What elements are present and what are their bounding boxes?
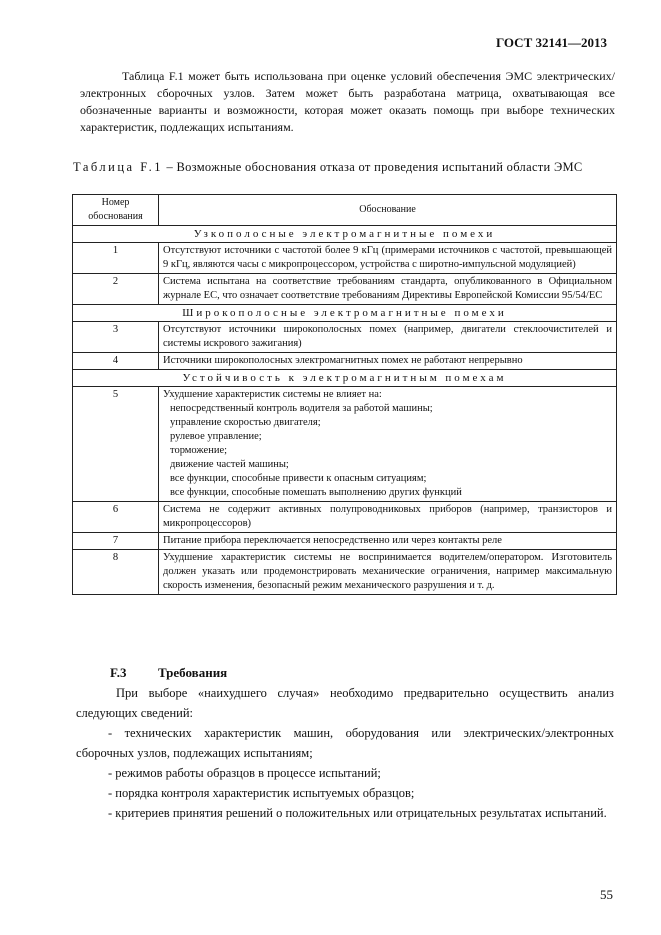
page-number: 55 <box>600 887 613 902</box>
row-reason <box>159 387 617 502</box>
row-number: 3 <box>73 322 159 353</box>
list-item: торможение; <box>170 445 228 456</box>
row-number: 1 <box>73 243 159 274</box>
section-immunity: Устойчивость к электромагнитным помехам <box>73 370 617 387</box>
row-number: 2 <box>73 274 159 305</box>
row-reason: Питание прибора переключается непосредственно или через контакты реле <box>159 533 617 550</box>
table-row <box>73 502 617 533</box>
list-item: управление скоростью двигателя; <box>170 417 321 428</box>
table-row <box>73 274 617 305</box>
list-item: все функции, способные помешать выполнению других функций <box>170 487 462 498</box>
requirement-item: - критериев принятия решений о положительных или отрицательных результатах испытаний. <box>108 806 607 820</box>
row-reason: Система испытана на соответствие требованиям стандарта, опубликованного в Официальном журнале ЕС, что означает соответствие требованиям Директивы Европейской Комиссии 95/54/ЕС <box>159 274 617 305</box>
section-broadband: Широкополосные электромагнитные помехи <box>73 305 617 322</box>
section-title: Требования <box>158 665 228 680</box>
table-caption <box>73 158 618 176</box>
standard-header: ГОСТ 32141—2013 <box>495 35 607 50</box>
row-reason: Источники широкополосных электромагнитных помех не работают непрерывно <box>159 353 617 370</box>
row-number: 6 <box>73 502 159 533</box>
table-row <box>73 533 617 550</box>
list-item: непосредственный контроль водителя за работой машины; <box>170 403 433 414</box>
section-heading <box>110 665 227 681</box>
row-number: 7 <box>73 533 159 550</box>
row-number: 4 <box>73 353 159 370</box>
justification-table <box>72 194 617 595</box>
table-row <box>73 243 617 274</box>
table-caption-text: – Возможные обоснования отказа от проведения испытаний области ЭМС <box>166 160 583 174</box>
table-row <box>73 387 617 502</box>
row-reason: Система не содержит активных полупроводниковых приборов (например, транзисторов и микропроцессоров) <box>159 502 617 533</box>
section-number: F.3 <box>110 665 127 680</box>
requirement-item: - порядка контроля характеристик испытуемых образцов; <box>108 786 415 800</box>
list-item: движение частей машины; <box>170 459 289 470</box>
list-item: все функции, способные привести к опасным ситуациям; <box>170 473 427 484</box>
section-row <box>73 370 617 387</box>
table-header-row <box>73 195 617 226</box>
row-reason: Отсутствуют источники широкополосных помех (например, двигатели стеклоочистителей и системы искрового зажигания) <box>159 322 617 353</box>
list-item: рулевое управление; <box>170 431 262 442</box>
table-row <box>73 550 617 595</box>
section-row <box>73 226 617 243</box>
section-narrowband: Узкополосные электромагнитные помехи <box>73 226 617 243</box>
section-row <box>73 305 617 322</box>
table-row <box>73 322 617 353</box>
row-reason-intro: Ухудшение характеристик системы не влияет на: <box>163 389 382 400</box>
row-reason: Ухудшение характеристик системы не воспринимается водителем/оператором. Изготовитель должен указать или продемонстрировать механические ограничения, например максимальную скорость изменения, безопасный режим механического разрушения и т. д. <box>159 550 617 595</box>
requirement-item: - режимов работы образцов в процессе испытаний; <box>108 766 381 780</box>
intro-paragraph: Таблица F.1 может быть использована при оценке условий обеспечения ЭМС электрических/электронных сборочных узлов. Затем может быть разработана матрица, охватывающая все обозначенные варианты и возможности, которая может оказать помощь при выборе технических характеристик, подлежащих испытаниям. <box>80 69 615 134</box>
requirements-intro: При выборе «наихудшего случая» необходимо предварительно осуществить анализ следующих сведений: <box>76 686 614 720</box>
col-header-number: Номер обоснования <box>73 195 159 226</box>
table-caption-label: Таблица F.1 <box>73 160 164 174</box>
row-number: 8 <box>73 550 159 595</box>
row-reason: Отсутствуют источники с частотой более 9 кГц (примерами источников с частотой, превышающей 9 кГц, являются часы с микропроцессором, устройства с широтно-импульсной модуляцией) <box>159 243 617 274</box>
col-header-reason: Обоснование <box>159 195 617 226</box>
row-number: 5 <box>73 387 159 502</box>
table-row <box>73 353 617 370</box>
requirement-item: - технических характеристик машин, оборудования или электрических/электронных сборочных узлов, подлежащих испытаниям; <box>76 726 614 760</box>
